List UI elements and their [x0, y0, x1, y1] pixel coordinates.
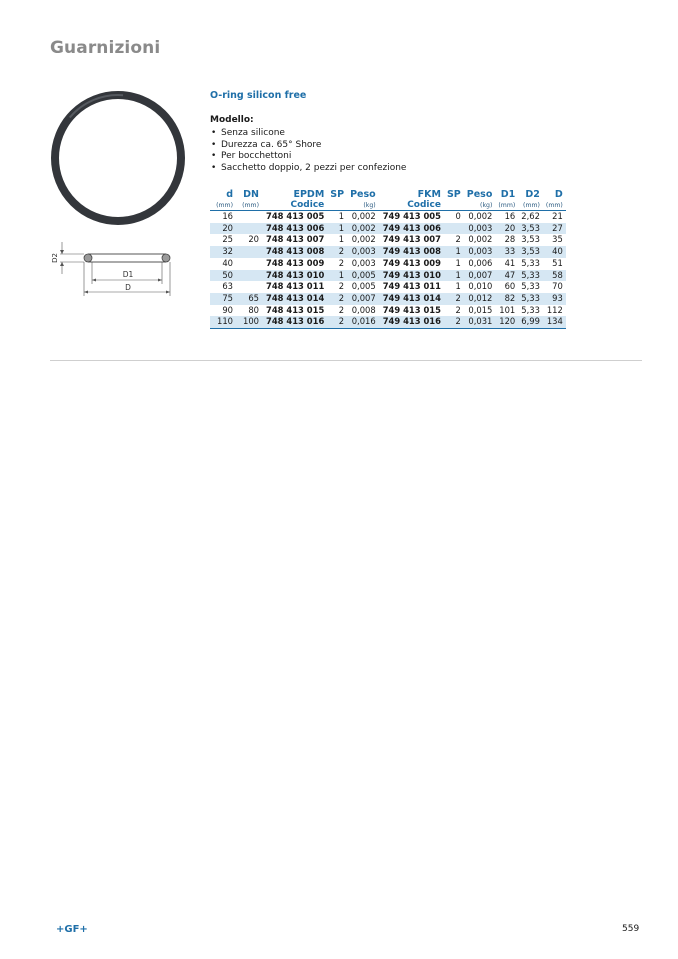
subheader-row: [210, 200, 566, 211]
cell-dn: 65: [236, 293, 262, 305]
cell-peso1: 0,002: [351, 234, 376, 245]
cell-sp1: 2: [327, 246, 347, 258]
cell-dd: 134: [543, 316, 566, 328]
cell-sp2: 2: [444, 293, 464, 305]
cell-peso2: 0,003: [464, 246, 496, 258]
cell-d2: 5,33: [521, 281, 540, 292]
cell-epdm: 748 413 005: [266, 211, 325, 221]
subheader-peso2: (kg): [464, 200, 496, 211]
cell-d2: 5,33: [518, 270, 543, 282]
cell-dd: 21: [552, 211, 563, 221]
cell-dd: 70: [552, 281, 563, 292]
cell-peso1: 0,003: [347, 246, 379, 258]
cell-d: 16: [222, 211, 233, 221]
cell-dn: [236, 223, 262, 235]
cell-dd: 40: [543, 246, 566, 258]
feature-list: [210, 128, 406, 174]
cell-peso2: 0,002: [468, 211, 493, 221]
model-label: Modello:: [210, 115, 254, 125]
cell-d: 20: [210, 223, 236, 235]
cell-sp2: 2: [455, 304, 461, 315]
cell-dn: [236, 246, 262, 258]
feature-item: • Per bocchettoni: [210, 151, 406, 163]
cell-sp1: 1: [327, 223, 347, 235]
header-epdm: EPDM: [293, 189, 325, 200]
label-d1: D1: [122, 270, 134, 279]
cell-sp1: 2: [327, 293, 347, 305]
cell-d1: 20: [495, 223, 518, 235]
header-fkm: FKM: [417, 189, 441, 200]
cell-d: 40: [222, 257, 233, 268]
table-row: [210, 293, 566, 305]
cell-peso1: 0,002: [351, 211, 376, 221]
cell-dd: 58: [543, 270, 566, 282]
cell-peso2: 0,031: [464, 316, 496, 328]
cell-d2: 3,53: [521, 234, 540, 245]
subheader-dn: (mm): [236, 200, 262, 211]
subheader-sp2: [444, 200, 464, 211]
cell-fkm: 749 413 011: [382, 281, 441, 292]
cell-d1: 47: [495, 270, 518, 282]
cell-epdm: 748 413 014: [262, 293, 327, 305]
cell-d: 90: [222, 304, 233, 315]
cell-peso2: 0,012: [464, 293, 496, 305]
cell-sp2: 2: [444, 316, 464, 328]
table-row: [210, 258, 566, 270]
cell-d: 63: [222, 281, 233, 292]
cell-epdm: 748 413 009: [266, 257, 325, 268]
cell-peso2: 0,007: [464, 270, 496, 282]
cell-fkm: 749 413 014: [379, 293, 444, 305]
cell-dd: 35: [552, 234, 563, 245]
header-d2: D2: [525, 189, 540, 200]
cell-d1: 28: [504, 234, 516, 245]
page-title: Guarnizioni: [50, 38, 161, 58]
dimension-drawing: [48, 238, 183, 300]
subheader-d: (mm): [210, 200, 236, 211]
cell-peso2: 0,010: [468, 281, 493, 292]
oring-photo: [48, 88, 188, 228]
cell-peso1: 0,008: [351, 304, 376, 315]
header-d: d: [226, 189, 233, 200]
feature-item: • Sacchetto doppio, 2 pezzi per confezione: [210, 163, 406, 175]
cell-sp2: 1: [455, 281, 461, 292]
table-row: [210, 211, 566, 223]
cell-d1: 101: [499, 304, 516, 315]
table-row: [210, 281, 566, 293]
cell-dd: 27: [543, 223, 566, 235]
brand-logo: +GF+: [56, 924, 88, 935]
cell-sp1: 1: [327, 270, 347, 282]
feature-item: • Senza silicone: [210, 128, 406, 140]
cell-sp2: 1: [444, 270, 464, 282]
cell-fkm: 749 413 010: [379, 270, 444, 282]
product-title: O-ring silicon free: [210, 90, 307, 101]
cell-d2: 5,33: [521, 304, 540, 315]
cell-peso1: 0,016: [347, 316, 379, 328]
cell-sp2: 2: [455, 234, 461, 245]
table-row: [210, 316, 566, 328]
cell-sp1: 2: [338, 257, 345, 268]
subheader-epdm: Codice: [262, 200, 327, 211]
cell-peso1: 0,005: [347, 270, 379, 282]
cell-d: 32: [210, 246, 236, 258]
subheader-fkm: Codice: [379, 200, 444, 211]
cell-d1: 33: [495, 246, 518, 258]
spec-table-body: [210, 211, 566, 329]
cell-peso1: 0,005: [351, 281, 376, 292]
cell-d: 110: [210, 316, 236, 328]
subheader-sp1: [327, 200, 347, 211]
subheader-dd: (mm): [543, 200, 566, 211]
cell-fkm: 749 413 016: [379, 316, 444, 328]
cell-epdm: 748 413 006: [262, 223, 327, 235]
cell-peso1: 0,003: [351, 257, 376, 268]
table-row: [210, 223, 566, 235]
cell-sp2: 1: [444, 246, 464, 258]
cell-epdm: 748 413 010: [262, 270, 327, 282]
cell-fkm: 749 413 007: [382, 234, 441, 245]
cell-dd: 93: [543, 293, 566, 305]
cell-sp2: 0: [455, 211, 461, 221]
cell-dn: [236, 211, 262, 223]
feature-item: • Durezza ca. 65° Shore: [210, 140, 406, 152]
cell-d: 50: [210, 270, 236, 282]
cell-d1: 60: [504, 281, 516, 292]
cell-d1: 41: [504, 257, 516, 268]
cell-sp1: 2: [327, 316, 347, 328]
cell-peso2: 0,002: [468, 234, 493, 245]
cell-sp2: [444, 223, 464, 235]
header-peso2: Peso: [466, 189, 493, 200]
cell-peso2: 0,015: [468, 304, 493, 315]
page-number: 559: [622, 924, 640, 934]
table-row: [210, 305, 566, 317]
header-peso1: Peso: [350, 189, 376, 200]
cell-d: 75: [210, 293, 236, 305]
cell-sp2: 1: [455, 257, 461, 268]
label-d: D: [125, 283, 131, 292]
cell-dn: 100: [236, 316, 262, 328]
cell-fkm: 749 413 006: [379, 223, 444, 235]
cell-d: 25: [222, 234, 233, 245]
cell-peso2: 0,003: [464, 223, 496, 235]
cell-sp1: 1: [338, 211, 345, 221]
subheader-peso1: (kg): [347, 200, 379, 211]
cell-peso2: 0,006: [468, 257, 493, 268]
cell-d2: 3,53: [518, 223, 543, 235]
cell-epdm: 748 413 015: [266, 304, 325, 315]
cell-d1: 120: [495, 316, 518, 328]
header-dn: DN: [243, 189, 259, 200]
header-d1: D1: [500, 189, 516, 200]
header-sp2: SP: [446, 189, 461, 200]
cell-d2: 3,53: [518, 246, 543, 258]
cell-d1: 16: [504, 211, 516, 221]
cell-epdm: 748 413 011: [266, 281, 325, 292]
header-sp1: SP: [330, 189, 345, 200]
cell-d2: 6,99: [518, 316, 543, 328]
cell-epdm: 748 413 008: [262, 246, 327, 258]
table-row: [210, 234, 566, 246]
cell-peso1: 0,002: [347, 223, 379, 235]
cell-epdm: 748 413 007: [266, 234, 325, 245]
cell-dd: 51: [552, 257, 563, 268]
cell-dn: [236, 281, 262, 293]
spec-table: [210, 188, 566, 329]
cell-fkm: 749 413 005: [382, 211, 441, 221]
section-divider: [50, 360, 642, 361]
cell-peso1: 0,007: [347, 293, 379, 305]
cell-dn: [236, 270, 262, 282]
cell-fkm: 749 413 008: [379, 246, 444, 258]
cell-dd: 112: [546, 304, 563, 315]
cell-d2: 5,33: [518, 293, 543, 305]
header-row: [210, 188, 566, 200]
cell-sp1: 1: [338, 234, 345, 245]
cell-dn: 20: [248, 234, 259, 245]
cell-sp1: 2: [338, 304, 345, 315]
header-dd: D: [554, 189, 563, 200]
cell-dn: 80: [248, 304, 259, 315]
table-row: [210, 270, 566, 282]
table-row: [210, 246, 566, 258]
cell-d1: 82: [495, 293, 518, 305]
cell-dn: [236, 258, 262, 270]
subheader-d1: (mm): [495, 200, 518, 211]
cell-d2: 2,62: [521, 211, 540, 221]
label-d2: D2: [51, 253, 59, 263]
cell-fkm: 749 413 009: [382, 257, 441, 268]
cell-d2: 5,33: [521, 257, 540, 268]
cell-fkm: 749 413 015: [382, 304, 441, 315]
cell-epdm: 748 413 016: [262, 316, 327, 328]
cell-sp1: 2: [338, 281, 345, 292]
subheader-d2: (mm): [518, 200, 543, 211]
